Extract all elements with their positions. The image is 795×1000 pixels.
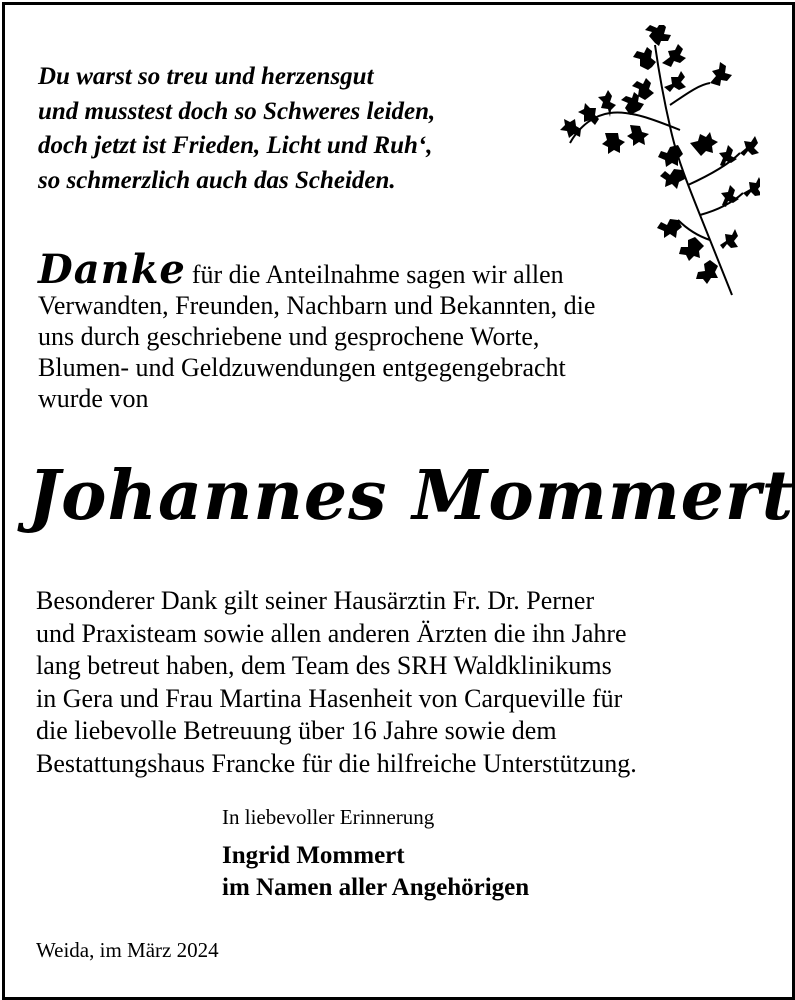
thanks-line: Verwandten, Freunden, Nachbarn und Bekannten, die: [38, 291, 596, 320]
place-date: Weida, im März 2024: [36, 938, 219, 962]
signer-note: im Namen aller Angehörigen: [222, 874, 530, 901]
memory-line: In liebevoller Erinnerung: [222, 805, 435, 829]
deceased-name: Johannes Mommert: [28, 456, 795, 536]
poem-line: so schmerzlich auch das Scheiden.: [38, 166, 396, 194]
special-thanks-line: in Gera und Frau Martina Hasenheit von Carqueville für: [36, 683, 623, 713]
signer-name: Ingrid Mommert: [222, 842, 405, 869]
special-thanks-line: Bestattungshaus Francke für die hilfreiche Unterstützung.: [36, 748, 637, 778]
poem-line: Du warst so treu und herzensgut: [38, 63, 374, 90]
poem-line: und musstest doch so Schweres leiden,: [38, 97, 436, 125]
thanks-line: wurde von: [38, 384, 149, 413]
special-thanks-line: und Praxisteam sowie allen anderen Ärzten die ihn Jahre: [36, 618, 627, 648]
thanks-line: Blumen- und Geldzuwendungen entgegengebracht: [38, 353, 566, 382]
poem: [38, 60, 578, 198]
signers: [222, 840, 529, 904]
thanks-line: für die Anteilnahme sagen wir allen: [191, 260, 564, 289]
danke-lead-word: Danke: [38, 246, 186, 293]
special-thanks-line: Besonderer Dank gilt seiner Hausärztin Fr. Dr. Perner: [36, 586, 595, 615]
special-thanks-line: die liebevolle Betreuung über 16 Jahre sowie dem: [36, 716, 557, 745]
poem-line: doch jetzt ist Frieden, Licht und Ruh‘,: [38, 132, 433, 159]
thanks-line: uns durch geschriebene und gesprochene Worte,: [38, 322, 540, 351]
special-thanks-line: lang betreut haben, dem Team des SRH Waldklinikums: [36, 651, 612, 680]
special-thanks-paragraph: [36, 585, 781, 780]
thanks-paragraph: [38, 246, 758, 414]
